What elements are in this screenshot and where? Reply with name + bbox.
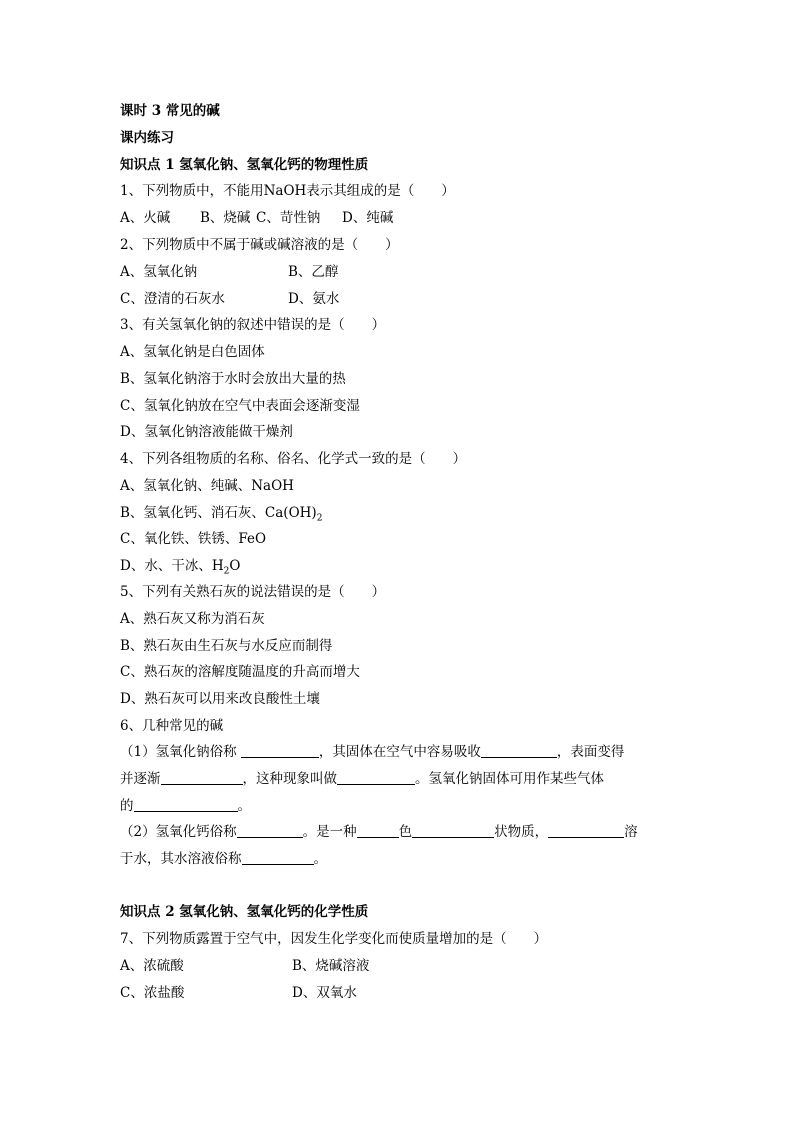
question-1-stem: 1、下列物质中，不能用NaOH表示其组成的是（ ） [120,183,455,199]
q7-option-d: D、双氧水 [292,985,357,1001]
question-2-options-ab [120,263,338,281]
question-7-options-cd [120,984,357,1002]
section-label: 课内练习 [120,130,174,146]
q7-option-a: A、浓硫酸 [120,958,184,974]
q1-option-a: A、火碱 [120,210,171,226]
q4-option-c: C、氧化铁、铁锈、FeO [120,531,267,547]
blank-form[interactable] [412,823,494,838]
q6-part1-line2: 并逐渐 ，这种现象叫做 。氢氧化钠固体可用作某些气体 [120,771,604,787]
q2-option-d: D、氨水 [288,291,340,307]
question-7-stem: 7、下列物质露置于空气中，因发生化学变化而使质量增加的是（ ） [120,931,548,947]
q3-option-d: D、氢氧化钠溶液能做干燥剂 [120,424,293,440]
q2-option-b: B、乙醇 [288,264,339,280]
question-2-options-cd [120,290,339,308]
question-3-stem: 3、有关氢氧化钠的叙述中错误的是（ ） [120,317,386,333]
blank-color[interactable] [357,823,399,838]
q3-option-a: A、氢氧化钠是白色固体 [120,344,265,360]
q3-option-c: C、氢氧化钠放在空气中表面会逐渐变湿 [120,398,360,414]
q6-part2-line2: 于水，其水溶液俗称 。 [120,851,327,867]
q6-part1-line3: 的 。 [120,798,251,814]
q2-option-c: C、澄清的石灰水 [120,291,225,307]
question-2-stem: 2、下列物质中不属于碱或碱溶液的是（ ） [120,237,399,253]
question-1-options [120,209,393,227]
question-5-stem: 5、下列有关熟石灰的说法错误的是（ ） [120,584,386,600]
q7-option-c: C、浓盐酸 [120,985,185,1001]
blank-solution-name[interactable] [242,850,314,865]
question-7-options-ab [120,957,369,975]
q5-option-b: B、熟石灰由生石灰与水反应而制得 [120,638,333,654]
q6-part1-line1: （1）氢氧化钠俗称 ，其固体在空气中容易吸收 ，表面变得 [120,744,625,760]
blank-caoh2-common-name[interactable] [237,823,303,838]
question-6-stem: 6、几种常见的碱 [120,718,224,734]
q1-option-c: C、苛性钠 [256,210,321,226]
blank-gas-use[interactable] [134,797,238,812]
blank-solubility[interactable] [548,823,624,838]
q4-option-d: D、水、干冰、$H_2O$ [120,558,241,577]
q4-option-a: A、氢氧化钠、纯碱、NaOH [120,478,294,494]
blank-absorbs[interactable] [481,743,557,758]
q5-option-a: A、熟石灰又称为消石灰 [120,611,265,627]
q5-option-c: C、熟石灰的溶解度随温度的升高而增大 [120,664,360,680]
q4-option-b: B、氢氧化钙、消石灰、$Ca(OH)_2$ [120,505,323,524]
blank-phenomenon[interactable] [337,770,415,785]
q3-option-b: B、氢氧化钠溶于水时会放出大量的热 [120,371,346,387]
q5-option-d: D、熟石灰可以用来改良酸性土壤 [120,691,320,707]
q6-part2-line1: （2）氢氧化钙俗称 。是一种 色 状物质， 溶 [120,824,638,840]
q2-option-a: A、氢氧化钠 [120,264,198,280]
knowledge-point-2-title: 知识点 2 氢氧化钠、氢氧化钙的化学性质 [120,904,369,920]
question-4-stem: 4、下列各组物质的名称、俗名、化学式一致的是（ ） [120,451,467,467]
knowledge-point-1-title: 知识点 1 氢氧化钠、氢氧化钙的物理性质 [120,157,369,173]
q1-option-b: B、烧碱 [200,210,251,226]
q1-option-d: D、纯碱 [342,210,394,226]
blank-gradually[interactable] [161,770,243,785]
blank-naoh-common-name[interactable] [241,743,319,758]
lesson-title: 课时 3 常见的碱 [120,103,220,119]
q7-option-b: B、烧碱溶液 [292,958,370,974]
